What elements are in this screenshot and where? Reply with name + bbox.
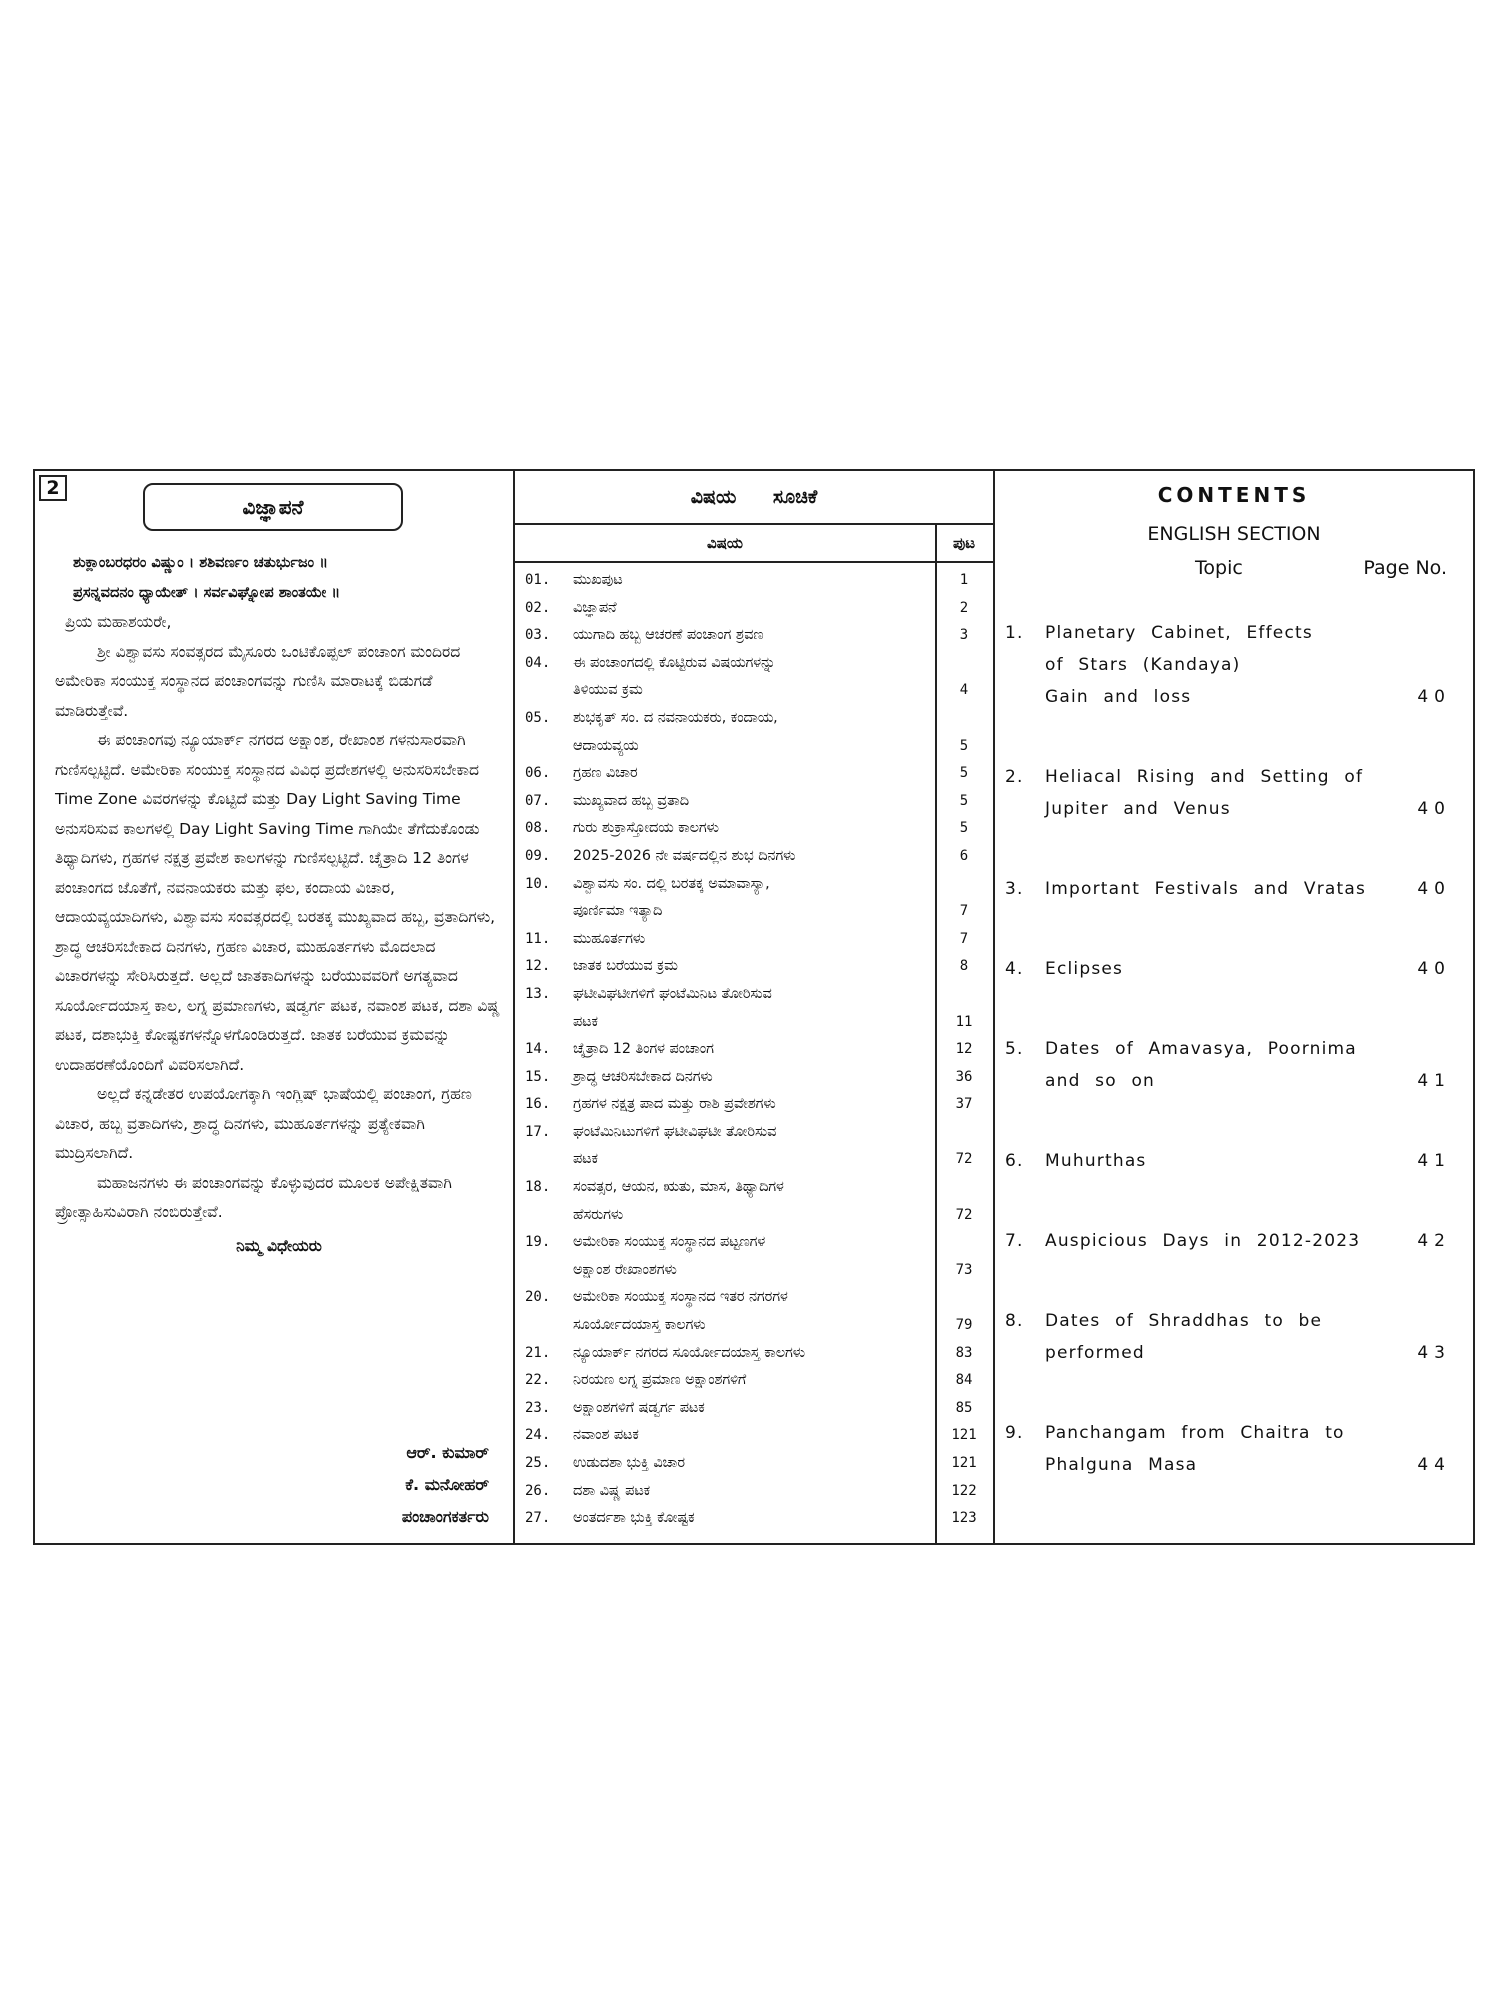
toc-row <box>515 981 993 1036</box>
signature-block <box>402 1437 489 1533</box>
kannada-contents-column <box>515 471 995 1543</box>
toc-topic <box>573 815 929 843</box>
contents-item-number: 7. <box>1005 1231 1024 1251</box>
toc-page: 11 <box>955 1013 973 1030</box>
toc-topic <box>573 953 929 981</box>
toc-topic <box>573 1036 929 1064</box>
toc-topic-line: ಮುಖ್ಯವಾದ ಹಬ್ಬ ವ್ರತಾದಿ <box>573 792 689 809</box>
toc-topic <box>573 1450 929 1478</box>
toc-number: 09. <box>525 847 551 864</box>
toc-number: 01. <box>525 572 551 588</box>
toc-topic-line: ಮುಖಪುಟ <box>573 572 623 588</box>
preface-paragraph: ಶ್ರೀ ವಿಶ್ವಾವಸು ಸಂವತ್ಸರದ ಮೈಸೂರು ಒಂಟಿಕೊಪ್ಪಲ್ ಪಂಚಾಂಗ ಮಂದಿರದ ಅಮೇರಿಕಾ ಸಂಯುಕ್ತ ಸಂಸ್ಥಾನದ ಪಂಚಾಂಗವನ್ನು ಗುಣಿಸಿ ಮಾರಾಟಕ್ಕೆ ಬಿಡುಗಡೆ ಮಾಡಿರುತ್ತೇವೆ. <box>55 642 461 720</box>
toc-topic-line: ನಿರಯಣ ಲಗ್ನ ಪ್ರಮಾಣ ಅಕ್ಷಾಂಶಗಳಿಗೆ <box>573 1372 747 1389</box>
toc-page: 5 <box>959 737 969 754</box>
contents-item-page: 40 <box>1417 959 1451 979</box>
toc-topic-line: ಘಂಟೆಮಿನಿಟುಗಳಿಗೆ ಘಟೀವಿಘಟೀ ತೋರಿಸುವ <box>573 1123 777 1140</box>
toc-topic <box>573 981 929 1036</box>
contents-item-page: 40 <box>1417 799 1451 819</box>
contents-item-topic <box>1045 953 1385 985</box>
toc-page: 3 <box>959 627 969 644</box>
english-contents-header <box>995 557 1473 593</box>
toc-number: 17. <box>525 1123 551 1140</box>
toc-row <box>515 622 993 650</box>
toc-row <box>515 871 993 926</box>
contents-item-page: 42 <box>1417 1231 1451 1251</box>
toc-number: 20. <box>525 1289 551 1306</box>
toc-topic-line: ಗ್ರಹಣ ವಿಚಾರ <box>573 765 638 782</box>
contents-item-topic <box>1045 1305 1385 1369</box>
toc-row <box>515 760 993 788</box>
toc-topic <box>573 1064 929 1092</box>
contents-item-topic <box>1045 873 1385 905</box>
preface-paragraph: ಈ ಪಂಚಾಂಗವು ನ್ಯೂಯಾರ್ಕ್ ನಗರದ ಅಕ್ಷಾಂಶ, ರೇಖಾಂಶ ಗಳನುಸಾರವಾಗಿ ಗುಣಿಸಲ್ಪಟ್ಟಿದೆ. ಅಮೇರಿಕಾ ಸಂಯುಕ್ತ ಸಂಸ್ಥಾನದ ವಿವಿಧ ಪ್ರದೇಶಗಳಲ್ಲಿ ಅನುಸರಿಸಬೇಕಾದ Time Zone ವಿವರಗಳನ್ನು ಕೊಟ್ಟಿದೆ ಮತ್ತು Day Light Saving Time ಅನುಸರಿಸುವ ಕಾಲಗಳಲ್ಲಿ Day Light Saving Time ಗಾಗಿಯೇ ತೆಗೆದುಕೊಂಡು ತಿಥ್ಯಾದಿಗಳು, ಗ್ರಹಗಳ ನಕ್ಷತ್ರ ಪ್ರವೇಶ ಕಾಲಗಳನ್ನು ಗುಣಿಸಲ್ಪಟ್ಟಿದೆ. ಚೈತ್ರಾದಿ 12 ತಿಂಗಳ ಪಂಚಾಂಗದ ಜೊತೆಗೆ, ನವನಾಯಕರು ಮತ್ತು ಫಲ, ಕಂದಾಯ ವಿಚಾರ, ಆದಾಯವ್ಯಯಾದಿಗಳು, ವಿಶ್ವಾವಸು ಸಂವತ್ಸರದಲ್ಲಿ ಬರತಕ್ಕ ಮುಖ್ಯವಾದ ಹಬ್ಬ, ವ್ರತಾದಿಗಳು, ಶ್ರಾದ್ಧ ಆಚರಿಸಬೇಕಾದ ದಿನಗಳು, ಗ್ರಹಣ ವಿಚಾರ, ಮುಹೂರ್ತಗಳು ಮೊದಲಾದ ವಿಚಾರಗಳನ್ನು ಸೇರಿಸಿರುತ್ತದೆ. ಅಲ್ಲದೆ ಜಾತಕಾದಿಗಳನ್ನು ಬರೆಯುವವರಿಗೆ ಅಗತ್ಯವಾದ ಸೂರ್ಯೋದಯಾಸ್ತ ಕಾಲ, ಲಗ್ನ ಪ್ರಮಾಣಗಳು, ಷಡ್ವರ್ಗ ಪಟಕ, ನವಾಂಶ ಪಟಕ, ದಶಾ ವಿಷ್ಣ ಪಟಕ, ದಶಾಭುಕ್ತಿ ಕೋಷ್ಟಕಗಳನ್ನೊಳಗೊಂಡಿರುತ್ತದೆ. ಜಾತಕ ಬರೆಯುವ ಕ್ರಮವನ್ನು ಉದಾಹರಣೆಯೊಂದಿಗೆ ವಿವರಿಸಲಾಗಿದೆ. <box>55 731 500 1074</box>
sloka-line: ಪ್ರಸನ್ನವದನಂ ಧ್ಯಾಯೇತ್ । ಸರ್ವವಿಘ್ನೋಪ ಶಾಂತಯೇ ॥ <box>73 584 341 601</box>
toc-page: 121 <box>951 1427 977 1444</box>
toc-page: 4 <box>959 682 969 699</box>
toc-page: 85 <box>955 1399 973 1416</box>
contents-table-header <box>515 525 993 563</box>
toc-topic <box>573 1340 929 1368</box>
contents-item-line: Heliacal Rising and Setting of <box>1045 767 1364 787</box>
toc-page: 79 <box>955 1317 973 1334</box>
contents-item-number: 9. <box>1005 1423 1024 1443</box>
english-contents-list <box>995 617 1473 1529</box>
toc-topic <box>573 1174 929 1229</box>
kannada-contents-title: ವಿಷಯ ಸೂಚಿಕೆ <box>515 471 993 525</box>
contents-item-line: Jupiter and Venus <box>1045 799 1231 819</box>
toc-row <box>515 705 993 760</box>
toc-topic-line: ಯುಗಾದಿ ಹಬ್ಬ ಆಚರಣೆ ಪಂಚಾಂಗ ಶ್ರವಣ <box>573 627 764 644</box>
contents-item-page: 43 <box>1417 1343 1451 1363</box>
toc-topic-line: ಪೂರ್ಣಿಮಾ ಇತ್ಯಾದಿ <box>573 903 663 920</box>
toc-topic-line: ಅಮೇರಿಕಾ ಸಂಯುಕ್ತ ಸಂಸ್ಥಾನದ ಪಟ್ಟಣಗಳ <box>573 1234 766 1251</box>
toc-topic <box>573 567 929 595</box>
signatory-name: ಆರ್. ಕುಮಾರ್ <box>406 1443 489 1462</box>
toc-topic-line: ತಿಳಿಯುವ ಕ್ರಮ <box>573 682 643 699</box>
toc-topic <box>573 1505 929 1533</box>
contents-item-number: 1. <box>1005 623 1024 643</box>
salutation: ಪ್ರಿಯ ಮಹಾಶಯರೇ, <box>65 613 172 631</box>
toc-row <box>515 1478 993 1506</box>
column-header-topic: Topic <box>1195 557 1243 579</box>
contents-item-line: Dates of Amavasya, Poornima <box>1045 1039 1357 1059</box>
toc-topic <box>573 1229 929 1284</box>
contents-item-line: Gain and loss <box>1045 687 1192 707</box>
toc-number: 07. <box>525 792 551 809</box>
contents-item <box>995 1417 1473 1481</box>
english-section-label: ENGLISH SECTION <box>1147 523 1321 545</box>
toc-number: 05. <box>525 709 551 726</box>
toc-number: 24. <box>525 1427 551 1444</box>
contents-item <box>995 1145 1473 1177</box>
toc-topic <box>573 1091 929 1119</box>
toc-topic-line: ಮುಹೂರ್ತಗಳು <box>573 930 646 947</box>
toc-number: 15. <box>525 1068 551 1085</box>
preface-title: ವಿಜ್ಞಾಪನೆ <box>143 483 403 531</box>
toc-topic <box>573 871 929 926</box>
signatory-role: ಪಂಚಾಂಗಕರ್ತರು <box>401 1507 489 1526</box>
toc-topic <box>573 705 929 760</box>
toc-row <box>515 1367 993 1395</box>
contents-item-line: Dates of Shraddhas to be <box>1045 1311 1323 1331</box>
column-header-page: Page No. <box>1363 557 1447 579</box>
toc-page: 1 <box>959 572 969 588</box>
contents-item <box>995 761 1473 825</box>
toc-row <box>515 1395 993 1423</box>
signatory-name: ಕೆ. ಮನೋಹರ್ <box>405 1475 489 1494</box>
contents-item-page: 40 <box>1417 687 1451 707</box>
toc-topic-line: ಅಕ್ಷಾಂಶಗಳಿಗೆ ಷಡ್ವರ್ಗ ಪಟಕ <box>573 1399 705 1416</box>
toc-topic <box>573 788 929 816</box>
toc-page: 7 <box>959 930 969 947</box>
toc-topic-line: ಘಟೀವಿಘಟೀಗಳಿಗೆ ಘಂಟೆಮಿನಿಟ ತೋರಿಸುವ <box>573 985 772 1002</box>
toc-topic-line: ಜಾತಕ ಬರೆಯುವ ಕ್ರಮ <box>573 958 678 975</box>
toc-number: 18. <box>525 1179 551 1196</box>
toc-page: 8 <box>959 958 969 975</box>
contents-item-number: 6. <box>1005 1151 1024 1171</box>
toc-topic <box>573 1478 929 1506</box>
toc-topic-line: ನವಾಂಶ ಪಟಕ <box>573 1427 639 1444</box>
contents-item-line: Important Festivals and Vratas <box>1045 879 1367 899</box>
toc-page: 84 <box>955 1372 973 1389</box>
toc-row <box>515 1284 993 1339</box>
toc-number: 03. <box>525 627 551 644</box>
toc-row <box>515 650 993 705</box>
toc-topic-line: ಅಂತರ್ದಶಾ ಭುಕ್ತಿ ಕೋಷ್ಟಕ <box>573 1510 695 1527</box>
toc-number: 11. <box>525 930 551 947</box>
preface-column <box>35 471 515 1543</box>
toc-row <box>515 1340 993 1368</box>
toc-topic-line: ವಿಶ್ವಾವಸು ಸಂ. ದಲ್ಲಿ ಬರತಕ್ಕ ಅಮಾವಾಸ್ಯಾ, <box>573 875 770 892</box>
page-number: 2 <box>39 475 67 501</box>
contents-item-number: 2. <box>1005 767 1024 787</box>
toc-row <box>515 567 993 595</box>
toc-page: 7 <box>959 903 969 920</box>
toc-page: 36 <box>955 1068 973 1085</box>
english-contents-column <box>995 471 1473 1543</box>
toc-topic-line: ಉಡುದಶಾ ಭುಕ್ತಿ ವಿಚಾರ <box>573 1455 685 1471</box>
toc-topic <box>573 926 929 954</box>
toc-page: 6 <box>959 847 969 864</box>
toc-number: 23. <box>525 1399 551 1416</box>
contents-item-topic <box>1045 1417 1385 1481</box>
contents-item-line: Phalguna Masa <box>1045 1455 1198 1475</box>
toc-page: 37 <box>955 1096 973 1113</box>
contents-item-line: performed <box>1045 1343 1145 1363</box>
toc-topic-line: ಈ ಪಂಚಾಂಗದಲ್ಲಿ ಕೊಟ್ಟಿರುವ ವಿಷಯಗಳನ್ನು <box>573 654 776 671</box>
toc-number: 26. <box>525 1482 551 1499</box>
toc-number: 13. <box>525 985 551 1002</box>
toc-number: 14. <box>525 1041 551 1058</box>
toc-number: 16. <box>525 1096 551 1113</box>
toc-page: 5 <box>959 792 969 809</box>
toc-row <box>515 815 993 843</box>
contents-title: CONTENTS <box>1157 483 1311 507</box>
book-page <box>33 469 1475 1545</box>
toc-topic-line: ಚೈತ್ರಾದಿ 12 ತಿಂಗಳ ಪಂಚಾಂಗ <box>573 1041 714 1058</box>
contents-item-page: 41 <box>1417 1151 1451 1171</box>
toc-page: 121 <box>951 1455 977 1471</box>
toc-page: 5 <box>959 765 969 782</box>
preface-paragraph: ಮಹಾಜನಗಳು ಈ ಪಂಚಾಂಗವನ್ನು ಕೊಳ್ಳುವುದರ ಮೂಲಕ ಅಪೇಕ್ಷಿತವಾಗಿ ಪ್ರೋತ್ಸಾಹಿಸುವಿರಾಗಿ ನಂಬಿರುತ್ತೇವೆ. <box>55 1173 452 1221</box>
toc-row <box>515 1064 993 1092</box>
closing: ನಿಮ್ಮ ವಿಧೇಯರು <box>236 1236 322 1255</box>
contents-item-topic <box>1045 1145 1385 1177</box>
toc-number: 19. <box>525 1234 551 1251</box>
contents-item-line: Panchangam from Chaitra to <box>1045 1423 1345 1443</box>
contents-item-topic <box>1045 761 1385 825</box>
toc-row <box>515 953 993 981</box>
contents-item <box>995 1305 1473 1369</box>
toc-topic-line: ಪಟಕ <box>573 1013 598 1030</box>
contents-item-number: 8. <box>1005 1311 1024 1331</box>
toc-number: 12. <box>525 958 551 975</box>
toc-number: 27. <box>525 1510 551 1527</box>
toc-page: 83 <box>955 1344 973 1361</box>
contents-item-topic <box>1045 617 1385 713</box>
toc-row <box>515 1174 993 1229</box>
toc-number: 02. <box>525 599 551 616</box>
toc-topic-line: ಗ್ರಹಗಳ ನಕ್ಷತ್ರ ಪಾದ ಮತ್ತು ರಾಶಿ ಪ್ರವೇಶಗಳು <box>573 1096 776 1113</box>
toc-topic-line: ಅಕ್ಷಾಂಶ ರೇಖಾಂಶಗಳು <box>573 1261 677 1278</box>
contents-item-line: and so on <box>1045 1071 1156 1091</box>
contents-item <box>995 873 1473 905</box>
toc-topic-line: ಶುಭಕೃತ್ ಸಂ. ದ ನವನಾಯಕರು, ಕಂದಾಯ, <box>573 709 778 726</box>
toc-row <box>515 843 993 871</box>
toc-topic <box>573 622 929 650</box>
toc-page: 72 <box>955 1206 973 1223</box>
toc-number: 04. <box>525 654 551 671</box>
toc-row <box>515 1036 993 1064</box>
contents-item-topic <box>1045 1225 1385 1257</box>
contents-item <box>995 1033 1473 1097</box>
toc-row <box>515 1229 993 1284</box>
contents-item-topic <box>1045 1033 1385 1097</box>
contents-item-page: 40 <box>1417 879 1451 899</box>
toc-row <box>515 1119 993 1174</box>
toc-topic <box>573 1395 929 1423</box>
contents-item-page: 44 <box>1417 1455 1451 1475</box>
toc-topic-line: ಆದಾಯವ್ಯಯ <box>573 737 639 754</box>
contents-item-number: 5. <box>1005 1039 1024 1059</box>
contents-item <box>995 617 1473 713</box>
column-header-topic: ವಿಷಯ <box>707 534 743 552</box>
toc-number: 21. <box>525 1344 551 1361</box>
contents-item-line: of Stars (Kandaya) <box>1045 655 1241 675</box>
toc-row <box>515 788 993 816</box>
toc-topic-line: ಶ್ರಾದ್ಧ ಆಚರಿಸಬೇಕಾದ ದಿನಗಳು <box>573 1068 713 1085</box>
preface-body <box>55 549 503 1261</box>
toc-topic-line: ಅಮೇರಿಕಾ ಸಂಯುಕ್ತ ಸಂಸ್ಥಾನದ ಇತರ ನಗರಗಳ <box>573 1289 788 1306</box>
contents-item-number: 3. <box>1005 879 1024 899</box>
contents-item <box>995 953 1473 985</box>
contents-item-number: 4. <box>1005 959 1024 979</box>
toc-row <box>515 1450 993 1478</box>
sloka-line: ಶುಕ್ಲಾಂಬರಧರಂ ವಿಷ್ಣುಂ । ಶಶಿವರ್ಣಂ ಚತುರ್ಭುಜಂ ॥ <box>73 555 328 571</box>
toc-number: 10. <box>525 875 551 892</box>
toc-page: 12 <box>955 1041 973 1058</box>
preface-paragraph: ಅಲ್ಲದೆ ಕನ್ನಡೇತರ ಉಪಯೋಗಕ್ಕಾಗಿ ಇಂಗ್ಲಿಷ್ ಭಾಷೆಯಲ್ಲಿ ಪಂಚಾಂಗ, ಗ್ರಹಣ ವಿಚಾರ, ಹಬ್ಬ ವ್ರತಾದಿಗಳು, ಶ್ರಾದ್ಧ ದಿನಗಳು, ಮುಹೂರ್ತಗಳನ್ನು ಪ್ರತ್ಯೇಕವಾಗಿ ಮುದ್ರಿಸಲಾಗಿದೆ. <box>55 1085 472 1162</box>
toc-topic <box>573 1119 929 1174</box>
toc-topic <box>573 1422 929 1450</box>
toc-topic <box>573 1367 929 1395</box>
toc-topic <box>573 595 929 623</box>
toc-topic <box>573 650 929 705</box>
toc-number: 22. <box>525 1372 551 1389</box>
toc-topic-line: ಹೆಸರುಗಳು <box>573 1206 624 1223</box>
toc-topic-line: ನ್ಯೂಯಾರ್ಕ್ ನಗರದ ಸೂರ್ಯೋದಯಾಸ್ತ ಕಾಲಗಳು <box>573 1344 806 1361</box>
toc-row <box>515 1422 993 1450</box>
toc-page: 73 <box>955 1261 973 1278</box>
toc-topic-line: ಗುರು ಶುಕ್ರಾಸ್ತೋದಯ ಕಾಲಗಳು <box>573 820 719 837</box>
toc-row <box>515 926 993 954</box>
toc-topic-line: ವಿಜ್ಞಾಪನೆ <box>573 599 617 616</box>
toc-page: 123 <box>951 1510 977 1527</box>
toc-topic <box>573 843 929 871</box>
toc-page: 2 <box>959 599 969 616</box>
contents-item-line: Muhurthas <box>1045 1151 1147 1171</box>
toc-topic <box>573 1284 929 1339</box>
contents-item <box>995 1225 1473 1257</box>
toc-row <box>515 1505 993 1533</box>
toc-page: 5 <box>959 820 969 837</box>
toc-number: 25. <box>525 1455 551 1471</box>
toc-topic-line: ದಶಾ ವಿಷ್ಣ ಪಟಕ <box>573 1482 651 1499</box>
contents-item-line: Planetary Cabinet, Effects <box>1045 623 1313 643</box>
toc-number: 08. <box>525 820 551 837</box>
toc-topic-line: ಸೂರ್ಯೋದಯಾಸ್ತ ಕಾಲಗಳು <box>573 1317 706 1334</box>
toc-topic-line: ಪಟಕ <box>573 1151 598 1168</box>
toc-row <box>515 1091 993 1119</box>
toc-row <box>515 595 993 623</box>
toc-topic <box>573 760 929 788</box>
contents-item-line: Auspicious Days in 2012-2023 <box>1045 1231 1361 1251</box>
kannada-contents-list <box>515 567 993 1533</box>
toc-page: 72 <box>955 1151 973 1168</box>
column-header-page: ಪುಟ <box>952 534 975 552</box>
contents-item-line: Eclipses <box>1045 959 1124 979</box>
contents-item-page: 41 <box>1417 1071 1451 1091</box>
toc-topic-line: 2025-2026 ನೇ ವರ್ಷದಲ್ಲಿನ ಶುಭ ದಿನಗಳು <box>573 847 796 864</box>
toc-topic-line: ಸಂವತ್ಸರ, ಆಯನ, ಋತು, ಮಾಸ, ತಿಥ್ಯಾದಿಗಳ <box>573 1179 784 1196</box>
toc-number: 06. <box>525 765 551 782</box>
toc-page: 122 <box>951 1482 977 1499</box>
